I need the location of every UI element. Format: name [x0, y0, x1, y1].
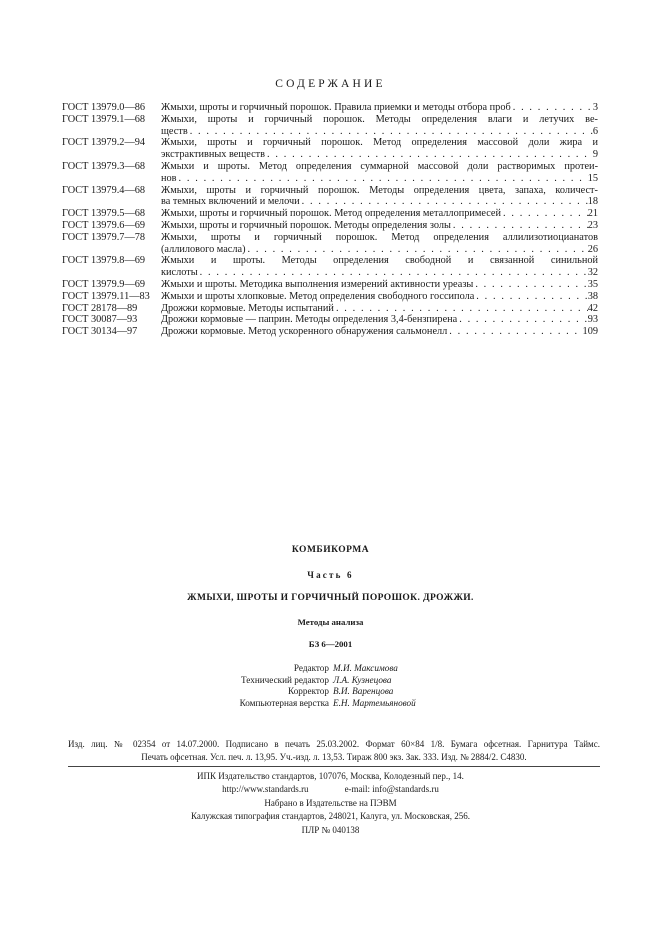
toc-entry — [62, 102, 598, 114]
toc-entry-body — [161, 279, 598, 291]
publisher-contacts — [0, 783, 661, 796]
toc-entry-page: 109 — [582, 326, 598, 338]
dot-leader — [188, 126, 593, 138]
toc-entry-line: Жмыхи, шроты и горчичный порошок. Метод определения массовой доли жира и — [161, 137, 598, 149]
toc-entry-title: ществ — [161, 125, 188, 137]
dot-leader — [246, 244, 588, 256]
toc-entry-body — [161, 161, 598, 185]
toc-entry-line — [161, 126, 598, 138]
credit-name: Е.Н. Мартемьяновой — [333, 697, 416, 708]
toc-entry-body — [161, 137, 598, 161]
toc-entry-code: ГОСТ 13979.7—78 — [62, 231, 146, 243]
credit-name: М.И. Максимова — [333, 663, 398, 673]
credit-row — [0, 675, 661, 687]
book-subtitle: ЖМЫХИ, ШРОТЫ И ГОРЧИЧНЫЙ ПОРОШОК. ДРОЖЖИ. — [187, 593, 474, 603]
toc-entry-line — [161, 220, 598, 232]
toc-entry-page: 18 — [587, 196, 598, 208]
toc-entry-line — [161, 102, 598, 114]
imprint-line-2: Печать офсетная. Усл. печ. л. 13,95. Уч.-изд. л. 13,53. Тираж 800 экз. Зак. 333. Изд. № 2884/2. С4830. — [141, 752, 527, 762]
book-bz-number: БЗ 6—2001 — [308, 639, 353, 649]
toc-entry-line — [161, 326, 598, 338]
credit-role: Редактор — [293, 663, 329, 673]
toc-entry-title: экстрактивных веществ — [161, 149, 266, 161]
toc-entry-body — [161, 326, 598, 338]
credit-name: В.И. Варенцова — [333, 686, 394, 696]
publisher-email: e-mail: info@standards.ru — [344, 784, 439, 795]
toc-title: СОДЕРЖАНИЕ — [275, 78, 386, 90]
toc-entry-line — [161, 149, 598, 161]
toc-entry-line — [161, 267, 598, 279]
toc-entry-code: ГОСТ 13979.9—69 — [62, 278, 146, 290]
toc-entry-title: ва темных включений и мелочи — [161, 196, 300, 208]
toc-entry — [62, 137, 598, 161]
toc-entry — [62, 326, 598, 338]
toc-entry-line — [161, 314, 598, 326]
dot-leader — [511, 102, 593, 114]
credit-role: Компьютерная верстка — [239, 697, 329, 708]
toc-entry-page: 93 — [587, 314, 598, 326]
toc-entry-body — [161, 185, 598, 209]
credit-role: Технический редактор — [241, 674, 329, 685]
toc-entry — [62, 208, 598, 220]
toc-entry-line — [161, 291, 598, 303]
publisher-address: ИПК Издательство стандартов, 107076, Москва, Колодезный пер., 14. — [197, 771, 464, 781]
table-of-contents — [62, 102, 598, 338]
credit-row — [0, 686, 661, 698]
toc-entry-body — [161, 208, 598, 220]
toc-entry-line: Жмыхи, шроты и горчичный порошок. Методы определения цвета, запаха, количест- — [161, 184, 598, 196]
toc-entry-code: ГОСТ 13979.0—86 — [62, 102, 146, 113]
toc-entry-body — [161, 255, 598, 279]
imprint-line-1: Изд. лиц. № 02354 от 14.07.2000. Подписано в печать 25.03.2002. Формат 60×84 1/8. Бумага офсетная. Гарнитура Таймс. — [68, 739, 600, 749]
toc-entry-code: ГОСТ 13979.6—69 — [62, 219, 146, 231]
toc-entry-body — [161, 102, 598, 114]
dot-leader — [447, 326, 582, 338]
toc-entry-page: 9 — [592, 149, 598, 161]
toc-entry-title: Жмыхи, шроты и горчичный порошок. Правила приемки и методы отбора проб — [161, 102, 511, 113]
toc-entry-page: 3 — [592, 102, 598, 113]
dot-leader — [177, 173, 588, 185]
toc-entry-line — [161, 279, 598, 291]
toc-entry-code: ГОСТ 13979.5—68 — [62, 208, 146, 220]
credit-row — [0, 698, 661, 710]
toc-entry-line: Жмыхи и шроты. Методы определения свободной и связанной синильной — [161, 255, 598, 267]
toc-entry-page: 38 — [587, 290, 598, 302]
toc-entry-page: 32 — [587, 267, 598, 279]
credit-role: Корректор — [288, 686, 329, 696]
credits — [0, 663, 661, 709]
imprint — [68, 738, 600, 764]
publisher-info — [0, 770, 661, 837]
toc-entry — [62, 114, 598, 138]
toc-entry-line: Жмыхи, шроты и горчичный порошок. Методы определения влаги и летучих ве- — [161, 113, 598, 125]
dot-leader — [300, 196, 588, 208]
toc-entry-page: 42 — [587, 302, 598, 314]
toc-entry — [62, 279, 598, 291]
publisher-website: http://www.standards.ru — [222, 784, 309, 795]
toc-entry-page: 23 — [587, 219, 598, 231]
toc-entry-title: Жмыхи, шроты и горчичный порошок. Методы определения золы — [161, 219, 451, 231]
toc-entry — [62, 161, 598, 185]
toc-entry-body — [161, 314, 598, 326]
toc-entry-page: 35 — [587, 278, 598, 290]
dot-leader — [334, 303, 588, 315]
toc-entry-code: ГОСТ 13979.11—83 — [62, 290, 150, 302]
toc-entry-line — [161, 173, 598, 185]
toc-entry-code: ГОСТ 13979.1—68 — [62, 113, 146, 125]
dot-leader — [501, 208, 588, 220]
toc-entry-title: Жмыхи, шроты и горчичный порошок. Метод определения металлопримесей — [161, 208, 502, 220]
printer-address: Калужская типография стандартов, 248021, Калуга, ул. Московская, 256. — [190, 811, 471, 822]
toc-entry-body — [161, 114, 598, 138]
credit-name: Л.А. Кузнецова — [333, 674, 392, 685]
toc-entry-line — [161, 208, 598, 220]
plr-number: ПЛР № 040138 — [301, 824, 360, 835]
book-series-title: КОМБИКОРМА — [291, 545, 370, 555]
toc-entry-code: ГОСТ 13979.4—68 — [62, 184, 146, 196]
toc-entry-line: Жмыхи, шроты и горчичный порошок. Метод определения аллилизотиоцианатов — [161, 231, 598, 243]
toc-entry-page: 15 — [587, 172, 598, 184]
toc-entry — [62, 185, 598, 209]
toc-entry-body — [161, 291, 598, 303]
toc-entry — [62, 220, 598, 232]
toc-entry-body — [161, 220, 598, 232]
toc-entry — [62, 232, 598, 256]
toc-entry-title: (аллилового масла) — [161, 243, 246, 255]
toc-entry-code: ГОСТ 13979.8—69 — [62, 255, 146, 267]
toc-entry-code: ГОСТ 13979.2—94 — [62, 137, 146, 149]
toc-entry-line — [161, 196, 598, 208]
toc-entry-line — [161, 244, 598, 256]
toc-entry — [62, 303, 598, 315]
toc-entry-body — [161, 303, 598, 315]
toc-entry — [62, 291, 598, 303]
dot-leader — [198, 267, 588, 279]
dot-leader — [265, 149, 593, 161]
toc-entry-title: Жмыхи и шроты хлопковые. Метод определения свободного госсипола — [161, 290, 475, 302]
toc-entry-line — [161, 303, 598, 315]
toc-entry-title: Дрожжи кормовые. Методы испытаний — [161, 302, 334, 314]
toc-entry-title: кислоты — [161, 267, 198, 279]
toc-entry-title: Дрожжи кормовые. Метод ускоренного обнаружения сальмонелл — [161, 326, 448, 338]
credit-row — [0, 663, 661, 675]
toc-entry-code: ГОСТ 30087—93 — [62, 314, 138, 326]
book-methods: Методы анализа — [297, 617, 364, 627]
toc-entry-title: нов — [161, 172, 177, 184]
toc-entry-title: Дрожжи кормовые — паприн. Методы определения 3,4-бензпирена — [161, 314, 458, 326]
toc-entry-page: 26 — [587, 243, 598, 255]
toc-entry — [62, 314, 598, 326]
toc-entry-body — [161, 232, 598, 256]
typeset-note: Набрано в Издательстве на ПЭВМ — [264, 797, 397, 808]
toc-entry-title: Жмыхи и шроты. Методика выполнения измерений активности уреазы — [161, 278, 474, 290]
dot-leader — [473, 279, 587, 291]
book-part: Часть 6 — [307, 570, 354, 580]
divider — [68, 766, 600, 767]
dot-leader — [451, 220, 588, 232]
toc-entry-code: ГОСТ 30134—97 — [62, 326, 138, 338]
dot-leader — [457, 314, 587, 326]
toc-entry-code: ГОСТ 28178—89 — [62, 302, 138, 314]
toc-entry — [62, 255, 598, 279]
toc-entry-page: 21 — [587, 208, 598, 220]
dot-leader — [474, 291, 587, 303]
toc-entry-page: 6 — [592, 125, 598, 137]
toc-entry-code: ГОСТ 13979.3—68 — [62, 160, 146, 172]
toc-entry-line: Жмыхи и шроты. Метод определения суммарной массовой доли растворимых протеи- — [161, 160, 598, 172]
